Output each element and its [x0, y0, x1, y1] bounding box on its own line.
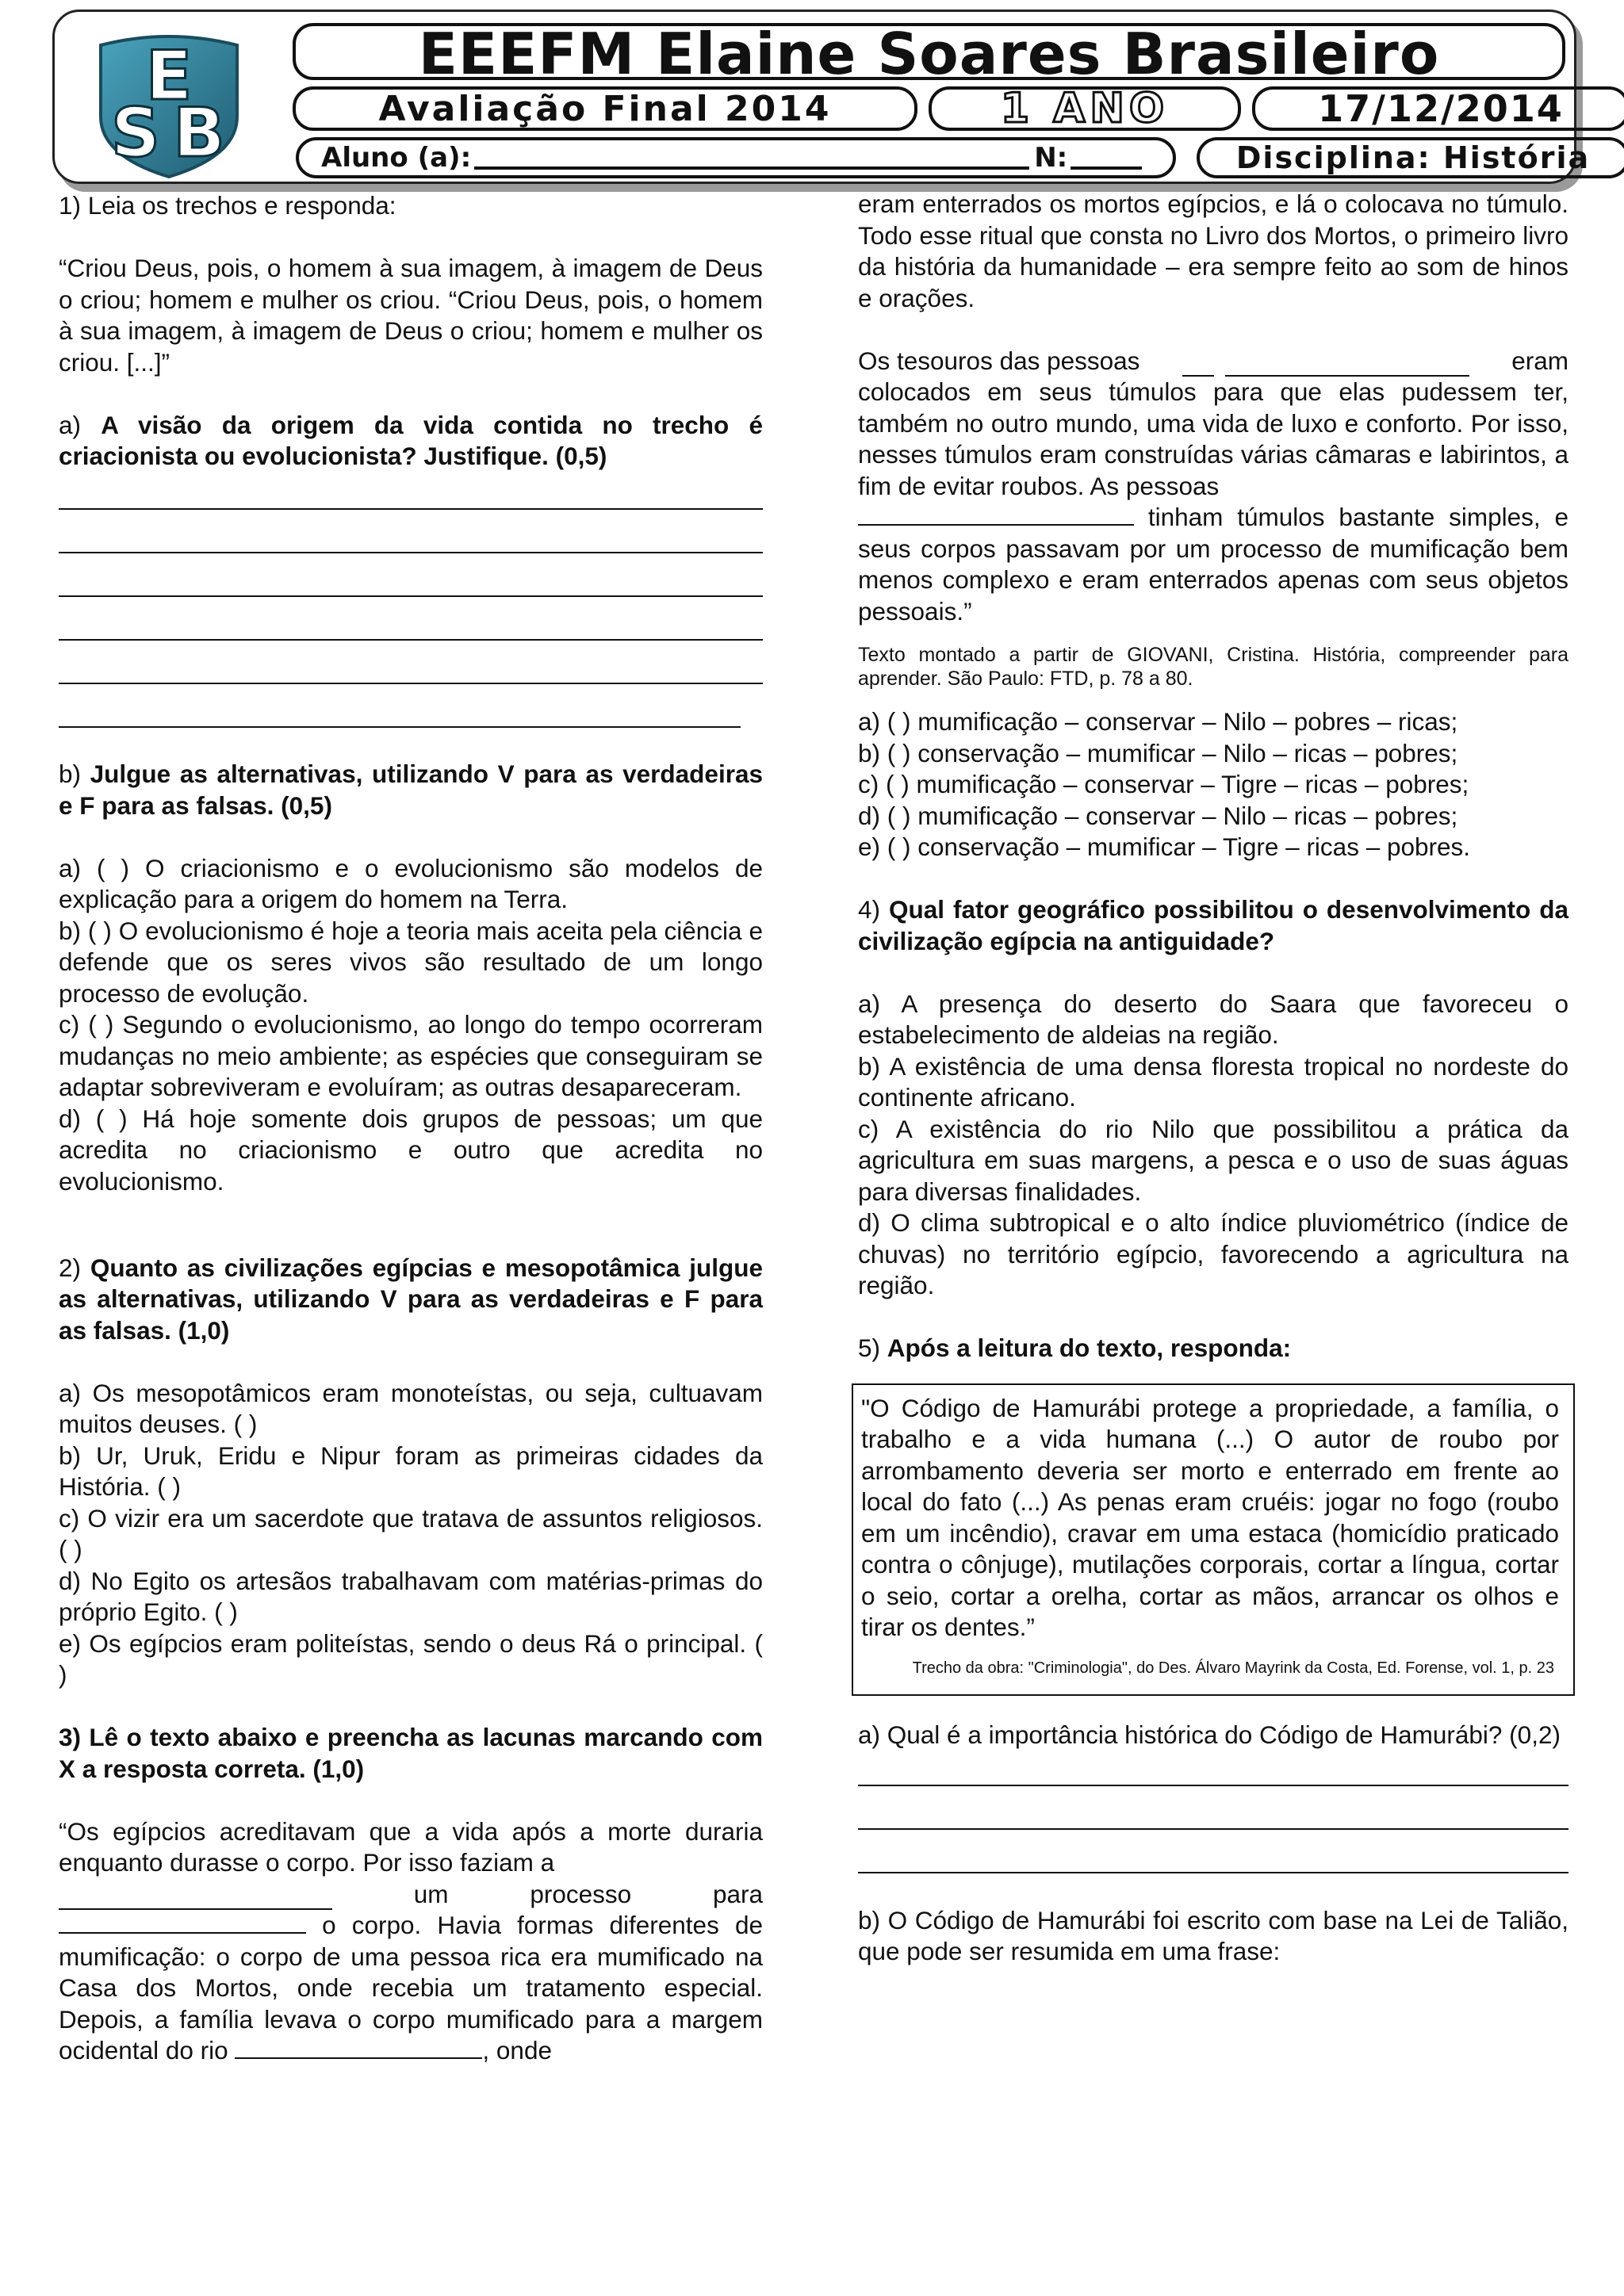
student-field[interactable]: [296, 137, 1176, 178]
q4-option[interactable]: b) A existência de uma densa floresta tropical no nordeste do continente africano.: [858, 1051, 1568, 1112]
student-name-line[interactable]: [474, 146, 1029, 170]
q3-question: 3) Lê o texto abaixo e preencha as lacunas marcando com X a resposta correta. (1,0): [59, 1723, 763, 1783]
q5b-question: b) O Código de Hamurábi foi escrito com base na Lei de Talião, que pode ser resumida em uma frase:: [858, 1905, 1568, 1965]
answer-line[interactable]: [59, 553, 763, 597]
answer-line[interactable]: [858, 1830, 1568, 1873]
q1a-answer-area[interactable]: [59, 466, 763, 728]
q1b-item[interactable]: d) ( ) Há hoje somente dois grupos de pessoas; um que acredita no criacionismo e outro que acredita no evolucionismo.: [59, 1104, 763, 1196]
q1b-question: b) Julgue as alternativas, utilizando V para as verdadeiras e F para as falsas. (0,5): [59, 760, 763, 820]
student-number-line[interactable]: [1071, 146, 1142, 170]
q2-item[interactable]: c) O vizir era um sacerdote que tratava de assuntos religiosos. ( ): [59, 1503, 763, 1563]
fill-blank[interactable]: [235, 2035, 482, 2059]
q4-option[interactable]: d) O clima subtropical e o alto índice pluviométrico (índice de chuvas) no território egípcio, favorecendo a agricultura na região.: [858, 1208, 1568, 1299]
fill-blank[interactable]: [59, 1910, 306, 1934]
fill-blank[interactable]: [59, 1886, 332, 1910]
q3-source: Texto montado a partir de GIOVANI, Cristina. História, compreender para aprender. São Paulo: FTD, p. 78 a 80.: [858, 644, 1568, 690]
q5-quote-source: Trecho da obra: "Criminologia", do Des. Álvaro Mayrink da Costa, Ed. Forense, vol. 1, p. 23: [912, 1659, 1554, 1677]
student-label: Aluno (a):: [321, 142, 472, 174]
discipline-label: Disciplina: História: [1197, 137, 1624, 178]
answer-line[interactable]: [59, 684, 741, 728]
q1a-question: a) A visão da origem da vida contida no trecho é criacionista ou evolucionista? Justifique. (0,5): [59, 410, 763, 470]
answer-line[interactable]: [59, 597, 763, 641]
q2-item[interactable]: a) Os mesopotâmicos eram monoteístas, ou seja, cultuavam muitos deuses. ( ): [59, 1378, 763, 1438]
answer-line[interactable]: [59, 641, 763, 684]
q3-text-part: tinham túmulos bastante simples, e seus corpos passavam por um processo de mumificação bem menos complexo e eram enterrados apenas com seus objetos pessoais.”: [858, 503, 1568, 626]
exam-date: 17/12/2014: [1252, 86, 1624, 131]
school-logo: [90, 21, 248, 180]
q2-item[interactable]: e) Os egípcios eram politeístas, sendo o deus Rá o principal. ( ): [59, 1628, 763, 1689]
grade-label: 1 ANO: [929, 86, 1241, 131]
exam-header: [52, 10, 1591, 184]
q2-question: 2) Quanto as civilizações egípcias e mesopotâmica julgue as alternativas, utilizando V para as verdadeiras e F para as falsas. (1,0): [59, 1253, 763, 1345]
q4-option[interactable]: c) A existência do rio Nilo que possibilitou a prática da agricultura em suas margens, a pesca e o uso de suas águas para diversas finalidades.: [858, 1114, 1568, 1206]
left-column: [59, 190, 763, 2067]
svg-text:S: S: [111, 94, 160, 173]
answer-line[interactable]: [59, 510, 763, 553]
q1b-item[interactable]: a) ( ) O criacionismo e o evolucionismo são modelos de explicação para a origem do homem na Terra.: [59, 853, 763, 913]
q4-question: 4) Qual fator geográfico possibilitou o desenvolvimento da civilização egípcia na antiguidade?: [858, 895, 1569, 955]
answer-line[interactable]: [858, 1786, 1568, 1830]
q3-text-part: “Os egípcios acreditavam que a vida após a morte duraria enquanto durasse o corpo. Por isso faziam a: [59, 1816, 763, 1877]
q5-quote-box: [852, 1383, 1575, 1696]
q1b-item[interactable]: c) ( ) Segundo o evolucionismo, ao longo do tempo ocorreram mudanças no meio ambiente; as espécies que conseguiram se adaptar sobreviveram e evoluíram; as outras desapareceram.: [59, 1010, 763, 1101]
q2-item[interactable]: d) No Egito os artesãos trabalhavam com matérias-primas do próprio Egito. ( ): [59, 1566, 763, 1626]
q5-question: 5) Após a leitura do texto, responda:: [858, 1334, 1292, 1362]
answer-line[interactable]: [59, 466, 763, 510]
q3-text-part: Os tesouros das pessoas eram: [858, 346, 1568, 377]
exam-title: Avaliação Final 2014: [293, 86, 917, 131]
q3-text-line: um processo para: [59, 1879, 763, 1911]
q3-option[interactable]: d) ( ) mumificação – conservar – Nilo – ricas – pobres;: [858, 801, 1458, 830]
q1b-item[interactable]: b) ( ) O evolucionismo é hoje a teoria mais aceita pela ciência e defende que os seres vivos são resultado de um longo processo de evolução.: [59, 916, 763, 1008]
q1-quote: “Criou Deus, pois, o homem à sua imagem, à imagem de Deus o criou; homem e mulher os criou. “Criou Deus, pois, o homem à sua imagem, à imagem de Deus o criou; homem e mulher os criou. [...]”: [59, 254, 763, 377]
q3-option[interactable]: a) ( ) mumificação – conservar – Nilo – pobres – ricas;: [858, 707, 1458, 736]
fill-blank[interactable]: [1225, 353, 1469, 377]
q1-intro: 1) Leia os trechos e responda:: [59, 191, 396, 220]
q3-option[interactable]: b) ( ) conservação – mumificar – Nilo – ricas – pobres;: [858, 738, 1458, 767]
svg-text:B: B: [173, 94, 225, 173]
q2-item[interactable]: b) Ur, Uruk, Eridu e Nipur foram as primeiras cidades da História. ( ): [59, 1441, 763, 1501]
right-column: [858, 189, 1568, 1968]
q3-text-part: colocados em seus túmulos para que elas pudessem ter, também no outro mundo, uma vida de luxo e conforto. Por isso, nesses túmulos eram construídas várias câmaras e labirintos, a fim de evitar roubos. As pessoas: [858, 377, 1568, 500]
fill-blank[interactable]: [1182, 353, 1214, 377]
number-label: N:: [1034, 142, 1068, 174]
q5-quote: "O Código de Hamurábi protege a propriedade, a família, o trabalho e a vida humana (...) O autor de roubo por arrombamento deveria ser morto e enterrado em frente ao local do fato (...) As penas eram cruéis: jogar no fogo (roubo em um incêndio), cravar em uma estaca (homicídio praticado contra o cônjuge), mutilações corporais, cortar a língua, cortar o seio, cortar a orelha, cortar as mãos, arrancar os olhos e tirar os dentes.”: [861, 1393, 1559, 1641]
q3-text-part: o corpo. Havia formas diferentes de mumificação: o corpo de uma pessoa rica era mumificado na Casa dos Mortos, onde recebia um tratamento especial. Depois, a família levava o corpo mumificado para a margem ocidental do rio , onde: [59, 1911, 763, 2064]
q5a-question: a) Qual é a importância histórica do Código de Hamurábi? (0,2): [858, 1720, 1561, 1749]
q3-text-part: eram enterrados os mortos egípcios, e lá o colocava no túmulo. Todo esse ritual que consta no Livro dos Mortos, o primeiro livro da história da humanidade – era sempre feito ao som de hinos e orações.: [858, 189, 1568, 312]
q5a-answer-area[interactable]: [858, 1743, 1568, 1873]
q3-option[interactable]: e) ( ) conservação – mumificar – Tigre – ricas – pobres.: [858, 832, 1471, 861]
svg-text:E: E: [145, 36, 193, 116]
q4-option[interactable]: a) A presença do deserto do Saara que favoreceu o estabelecimento de aldeias na região.: [858, 989, 1568, 1049]
school-name: EEEFM Elaine Soares Brasileiro: [293, 23, 1565, 80]
fill-blank[interactable]: [858, 502, 1134, 526]
q3-option[interactable]: c) ( ) mumificação – conservar – Tigre – ricas – pobres;: [858, 770, 1469, 798]
